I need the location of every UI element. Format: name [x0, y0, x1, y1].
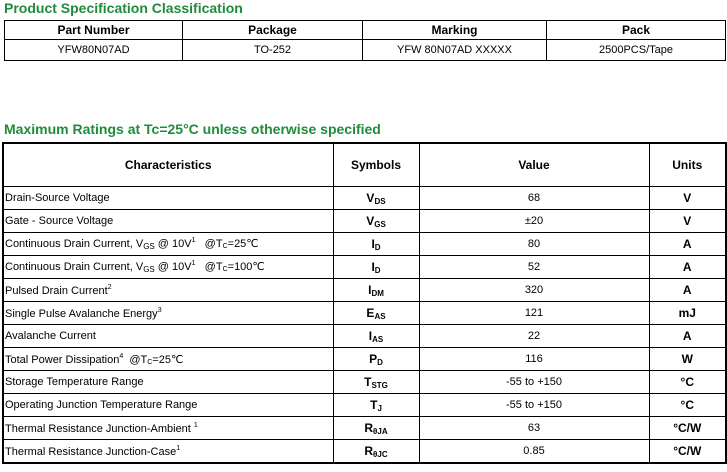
- symbol-subscript: DS: [374, 196, 386, 206]
- characteristic-c: Pulsed Drain Current: [5, 284, 108, 297]
- header-characteristics: Characteristics: [3, 143, 333, 187]
- symbol-letter: V: [366, 190, 375, 205]
- part-number-cell: YFW80N07AD: [5, 40, 183, 61]
- symbol-cell: [333, 371, 419, 394]
- characteristic-c-sup: 4: [119, 352, 124, 360]
- header-part-number: Part Number: [5, 21, 183, 40]
- table-row: [5, 40, 726, 61]
- symbol-subscript: θJC: [373, 449, 388, 459]
- table-row: [3, 440, 726, 464]
- value-cell: 52: [419, 256, 649, 279]
- marking-cell: YFW 80N07AD XXXXX: [363, 40, 547, 61]
- table-header-row: [3, 143, 726, 187]
- symbol-cell: [333, 279, 419, 302]
- characteristic-c: Thermal Resistance Junction-Case: [5, 445, 177, 458]
- characteristic-c: Avalanche Current: [5, 330, 96, 342]
- characteristic-cell: [3, 417, 333, 440]
- characteristic-cell: [3, 256, 333, 279]
- max-ratings-table: [2, 142, 727, 464]
- characteristic-c-end: =25℃: [227, 238, 259, 250]
- characteristic-c-pre: Continuous Drain Current, V: [5, 261, 144, 273]
- symbol-subscript: AS: [372, 334, 384, 344]
- table-header-row: [5, 21, 726, 40]
- characteristic-c-end: @T: [123, 353, 148, 366]
- unit-cell: °C: [649, 371, 726, 394]
- characteristic-c-mid2: @T: [195, 238, 223, 250]
- characteristic-cell: [3, 233, 333, 256]
- symbol-subscript: D: [374, 242, 381, 252]
- symbol-letter: P: [369, 351, 378, 366]
- symbol-cell: [333, 394, 419, 417]
- characteristic-c-end: =100℃: [227, 261, 265, 273]
- symbol-letter: I: [368, 328, 373, 343]
- characteristic-c-sub1: GS: [143, 265, 155, 274]
- symbol-cell: [333, 302, 419, 325]
- characteristic-c: Total Power Dissipation: [5, 353, 120, 366]
- characteristic-c: Operating Junction Temperature Range: [5, 399, 198, 411]
- symbol-subscript: D: [377, 357, 383, 367]
- value-cell: -55 to +150: [419, 394, 649, 417]
- header-pack: Pack: [547, 21, 726, 40]
- unit-cell: A: [649, 279, 726, 302]
- characteristic-c: Drain-Source Voltage: [5, 192, 110, 204]
- characteristic-c-sub2: C: [147, 358, 153, 366]
- characteristic-c-sup: 1: [191, 260, 196, 267]
- symbol-subscript: D: [374, 265, 381, 275]
- value-cell: -55 to +150: [419, 371, 649, 394]
- unit-cell: °C/W: [649, 417, 726, 440]
- characteristic-c: Thermal Resistance Junction-Ambient: [5, 422, 194, 435]
- value-cell: 63: [419, 417, 649, 440]
- value-cell: ±20: [419, 210, 649, 233]
- symbol-cell: [333, 210, 419, 233]
- value-cell: 22: [419, 325, 649, 348]
- table-row: [3, 417, 726, 440]
- characteristic-cell: [3, 210, 333, 233]
- pack-cell: 2500PCS/Tape: [547, 40, 726, 61]
- table-row: [3, 325, 726, 348]
- characteristic-cell: [3, 279, 333, 302]
- table-row: [3, 233, 726, 256]
- symbol-subscript: DM: [371, 288, 384, 298]
- characteristic-c: Storage Temperature Range: [5, 376, 144, 388]
- characteristic-c-end2: =25℃: [152, 353, 184, 366]
- characteristic-c-sup: 2: [107, 283, 112, 291]
- value-cell: 0.85: [419, 440, 649, 464]
- value-cell: 320: [419, 279, 649, 302]
- header-package: Package: [183, 21, 363, 40]
- unit-cell: mJ: [649, 302, 726, 325]
- symbol-letter: T: [370, 397, 378, 412]
- table-row: [3, 210, 726, 233]
- characteristic-c-sub1: GS: [143, 242, 155, 251]
- product-classification-title: Product Specification Classification: [4, 0, 243, 16]
- product-classification-table: [4, 20, 726, 61]
- header-symbols: Symbols: [333, 143, 419, 187]
- unit-cell: V: [649, 210, 726, 233]
- symbol-letter: I: [368, 282, 372, 297]
- symbol-subscript: AS: [374, 311, 386, 321]
- header-value: Value: [419, 143, 649, 187]
- characteristic-cell: [3, 371, 333, 394]
- value-cell: 116: [419, 348, 649, 371]
- symbol-subscript: J: [377, 403, 382, 413]
- characteristic-c-sup: 3: [157, 306, 162, 314]
- table-row: [3, 302, 726, 325]
- value-cell: 68: [419, 187, 649, 210]
- symbol-subscript: STG: [371, 380, 388, 390]
- symbol-subscript: GS: [374, 219, 386, 229]
- table-row: [3, 187, 726, 210]
- symbol-cell: [333, 417, 419, 440]
- table-row: [3, 394, 726, 417]
- characteristic-c-pre: Continuous Drain Current, V: [5, 238, 144, 250]
- unit-cell: V: [649, 187, 726, 210]
- characteristic-cell: [3, 348, 333, 371]
- symbol-letter: I: [371, 259, 375, 274]
- unit-cell: A: [649, 325, 726, 348]
- characteristic-cell: [3, 302, 333, 325]
- table-row: [3, 371, 726, 394]
- unit-cell: °C/W: [649, 440, 726, 464]
- characteristic-cell: [3, 440, 333, 464]
- symbol-letter: I: [371, 236, 375, 251]
- symbol-letter: V: [366, 213, 375, 228]
- characteristic-c: Gate - Source Voltage: [5, 215, 114, 227]
- symbol-cell: [333, 233, 419, 256]
- symbol-letter: E: [366, 305, 375, 320]
- characteristic-c-sup: 1: [193, 421, 198, 429]
- symbol-letter: R: [364, 420, 374, 435]
- characteristic-c-mid2: @T: [195, 261, 223, 273]
- symbol-cell: [333, 325, 419, 348]
- symbol-letter: T: [364, 374, 372, 389]
- characteristic-c: Single Pulse Avalanche Energy: [5, 307, 158, 320]
- symbol-subscript: θJA: [373, 426, 388, 436]
- header-marking: Marking: [363, 21, 547, 40]
- package-cell: TO-252: [183, 40, 363, 61]
- symbol-cell: [333, 256, 419, 279]
- value-cell: 121: [419, 302, 649, 325]
- characteristic-c-mid: @ 10V: [154, 261, 192, 273]
- table-row: [3, 279, 726, 302]
- symbol-cell: [333, 348, 419, 371]
- symbol-letter: R: [364, 443, 374, 458]
- unit-cell: W: [649, 348, 726, 371]
- characteristic-cell: [3, 325, 333, 348]
- max-ratings-title: Maximum Ratings at Tc=25°C unless otherwise specified: [4, 121, 381, 137]
- characteristic-c-mid: @ 10V: [154, 238, 192, 250]
- characteristic-cell: [3, 394, 333, 417]
- characteristic-c-sup: 1: [191, 237, 196, 244]
- unit-cell: A: [649, 233, 726, 256]
- characteristic-c-sub2: C: [222, 266, 228, 273]
- unit-cell: A: [649, 256, 726, 279]
- table-row: [3, 348, 726, 371]
- header-units: Units: [649, 143, 726, 187]
- characteristic-c-sup: 1: [176, 444, 181, 452]
- unit-cell: °C: [649, 394, 726, 417]
- table-row: [3, 256, 726, 279]
- characteristic-cell: [3, 187, 333, 210]
- characteristic-c-sub2: C: [222, 243, 228, 250]
- symbol-cell: [333, 440, 419, 464]
- symbol-cell: [333, 187, 419, 210]
- value-cell: 80: [419, 233, 649, 256]
